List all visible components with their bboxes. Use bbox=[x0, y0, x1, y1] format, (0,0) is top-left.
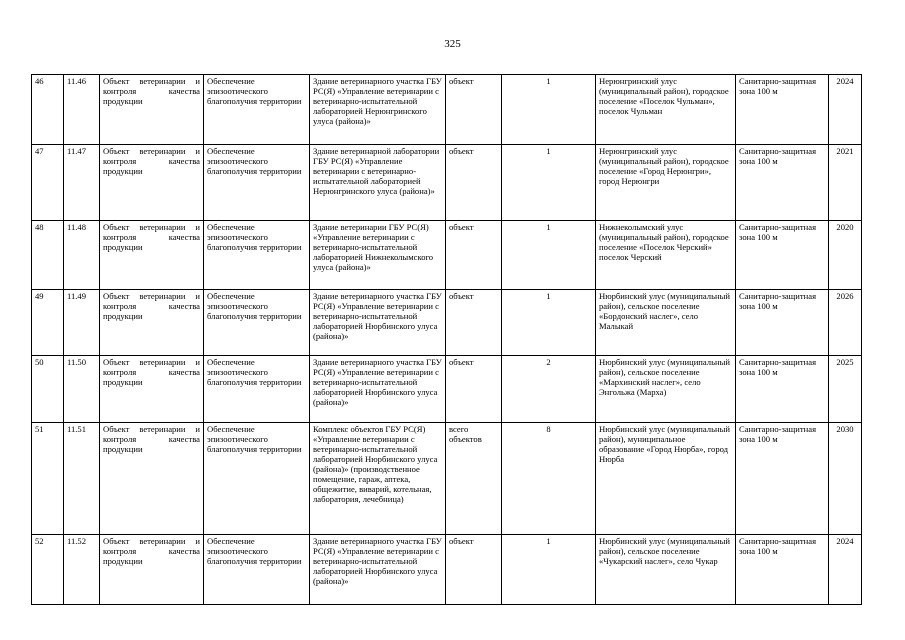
unit-cell: объект bbox=[446, 145, 502, 221]
count-cell: 1 bbox=[502, 75, 596, 145]
row-code: 11.47 bbox=[64, 145, 100, 221]
row-number: 46 bbox=[32, 75, 64, 145]
unit-cell: объект bbox=[446, 221, 502, 290]
location-cell: Нюрбинский улус (муниципальный район), муниципальное образование «Город Нюрба», город Нюрба bbox=[596, 423, 736, 535]
location-cell: Нерюнгринский улус (муниципальный район), городское поселение «Поселок Чульман», поселок Чульман bbox=[596, 75, 736, 145]
object-type-cell: Объект ветеринарии и контроля качества продукции bbox=[100, 145, 204, 221]
page-number: 325 bbox=[444, 38, 461, 50]
unit-cell: объект bbox=[446, 75, 502, 145]
purpose-cell: Обеспечение эпизоотического благополучия территории bbox=[204, 356, 310, 423]
table-row bbox=[32, 221, 862, 290]
purpose-cell: Обеспечение эпизоотического благополучия территории bbox=[204, 145, 310, 221]
year-cell: 2030 bbox=[829, 423, 862, 535]
object-type-cell: Объект ветеринарии и контроля качества продукции bbox=[100, 290, 204, 356]
zone-cell: Санитарно-защитная зона 100 м bbox=[736, 356, 829, 423]
table-row bbox=[32, 356, 862, 423]
row-code: 11.50 bbox=[64, 356, 100, 423]
table-row bbox=[32, 290, 862, 356]
object-name-cell: Здание ветеринарного участка ГБУ РС(Я) «Управление ветеринарии с ветеринарно-испытательной лабораторией Нюрбинского улуса (района)» bbox=[310, 535, 446, 605]
location-cell: Нижнеколымский улус (муниципальный район), городское поселение «Поселок Черский» поселок Черский bbox=[596, 221, 736, 290]
purpose-cell: Обеспечение эпизоотического благополучия территории bbox=[204, 535, 310, 605]
row-code: 11.48 bbox=[64, 221, 100, 290]
row-code: 11.51 bbox=[64, 423, 100, 535]
year-cell: 2024 bbox=[829, 75, 862, 145]
year-cell: 2026 bbox=[829, 290, 862, 356]
purpose-cell: Обеспечение эпизоотического благополучия территории bbox=[204, 221, 310, 290]
object-name-cell: Здание ветеринарного участка ГБУ РС(Я) «Управление ветеринарии с ветеринарно-испытательной лабораторией Нерюнгринского улуса (района)» bbox=[310, 75, 446, 145]
object-type-cell: Объект ветеринарии и контроля качества продукции bbox=[100, 535, 204, 605]
zone-cell: Санитарно-защитная зона 100 м bbox=[736, 423, 829, 535]
location-cell: Нюрбинский улус (муниципальный район), сельское поселение «Чукарский наслег», село Чукар bbox=[596, 535, 736, 605]
count-cell: 1 bbox=[502, 535, 596, 605]
row-number: 50 bbox=[32, 356, 64, 423]
object-type-cell: Объект ветеринарии и контроля качества продукции bbox=[100, 423, 204, 535]
table-row bbox=[32, 535, 862, 605]
location-cell: Нюрбинский улус (муниципальный район), сельское поселение «Мархинский наслег», село Энгольжа (Марха) bbox=[596, 356, 736, 423]
row-number: 47 bbox=[32, 145, 64, 221]
row-code: 11.52 bbox=[64, 535, 100, 605]
zone-cell: Санитарно-защитная зона 100 м bbox=[736, 221, 829, 290]
table-row bbox=[32, 75, 862, 145]
object-name-cell: Здание ветеринарии ГБУ РС(Я) «Управление ветеринарии с ветеринарно-испытательной лабораторией Нижнеколымского улуса (района)» bbox=[310, 221, 446, 290]
year-cell: 2021 bbox=[829, 145, 862, 221]
row-number: 51 bbox=[32, 423, 64, 535]
location-cell: Нерюнгринский улус (муниципальный район), городское поселение «Город Нерюнгри», город Нерюнгри bbox=[596, 145, 736, 221]
count-cell: 1 bbox=[502, 290, 596, 356]
unit-cell: объект bbox=[446, 290, 502, 356]
row-number: 52 bbox=[32, 535, 64, 605]
year-cell: 2025 bbox=[829, 356, 862, 423]
object-name-cell: Здание ветеринарного участка ГБУ РС(Я) «Управление ветеринарии с ветеринарно-испытательной лабораторией Нюрбинского улуса (района)» bbox=[310, 356, 446, 423]
row-code: 11.46 bbox=[64, 75, 100, 145]
purpose-cell: Обеспечение эпизоотического благополучия территории bbox=[204, 75, 310, 145]
unit-cell: объект bbox=[446, 535, 502, 605]
purpose-cell: Обеспечение эпизоотического благополучия территории bbox=[204, 423, 310, 535]
count-cell: 1 bbox=[502, 145, 596, 221]
purpose-cell: Обеспечение эпизоотического благополучия территории bbox=[204, 290, 310, 356]
unit-cell: всего объектов bbox=[446, 423, 502, 535]
object-type-cell: Объект ветеринарии и контроля качества продукции bbox=[100, 75, 204, 145]
zone-cell: Санитарно-защитная зона 100 м bbox=[736, 535, 829, 605]
location-cell: Нюрбинский улус (муниципальный район), сельское поселение «Бордонский наслег», село Малыкай bbox=[596, 290, 736, 356]
zone-cell: Санитарно-защитная зона 100 м bbox=[736, 145, 829, 221]
count-cell: 2 bbox=[502, 356, 596, 423]
table-row bbox=[32, 423, 862, 535]
year-cell: 2020 bbox=[829, 221, 862, 290]
year-cell: 2024 bbox=[829, 535, 862, 605]
object-name-cell: Комплекс объектов ГБУ РС(Я) «Управление ветеринарии с ветеринарно-испытательной лабораторией Нюрбинского улуса (района)» (производственное помещение, гараж, аптека, общежитие, виварий, котельная, лаборатория, лечебница) bbox=[310, 423, 446, 535]
object-type-cell: Объект ветеринарии и контроля качества продукции bbox=[100, 356, 204, 423]
object-type-cell: Объект ветеринарии и контроля качества продукции bbox=[100, 221, 204, 290]
count-cell: 8 bbox=[502, 423, 596, 535]
table-row bbox=[32, 145, 862, 221]
row-number: 49 bbox=[32, 290, 64, 356]
row-code: 11.49 bbox=[64, 290, 100, 356]
row-number: 48 bbox=[32, 221, 64, 290]
object-name-cell: Здание ветеринарного участка ГБУ РС(Я) «Управление ветеринарии с ветеринарно-испытательной лабораторией Нюрбинского улуса (района)» bbox=[310, 290, 446, 356]
zone-cell: Санитарно-защитная зона 100 м bbox=[736, 75, 829, 145]
count-cell: 1 bbox=[502, 221, 596, 290]
unit-cell: объект bbox=[446, 356, 502, 423]
object-name-cell: Здание ветеринарной лаборатории ГБУ РС(Я) «Управление ветеринарии с ветеринарно-испытательной лабораторией Нерюнгринского улуса (района)» bbox=[310, 145, 446, 221]
registry-table bbox=[31, 74, 862, 605]
zone-cell: Санитарно-защитная зона 100 м bbox=[736, 290, 829, 356]
